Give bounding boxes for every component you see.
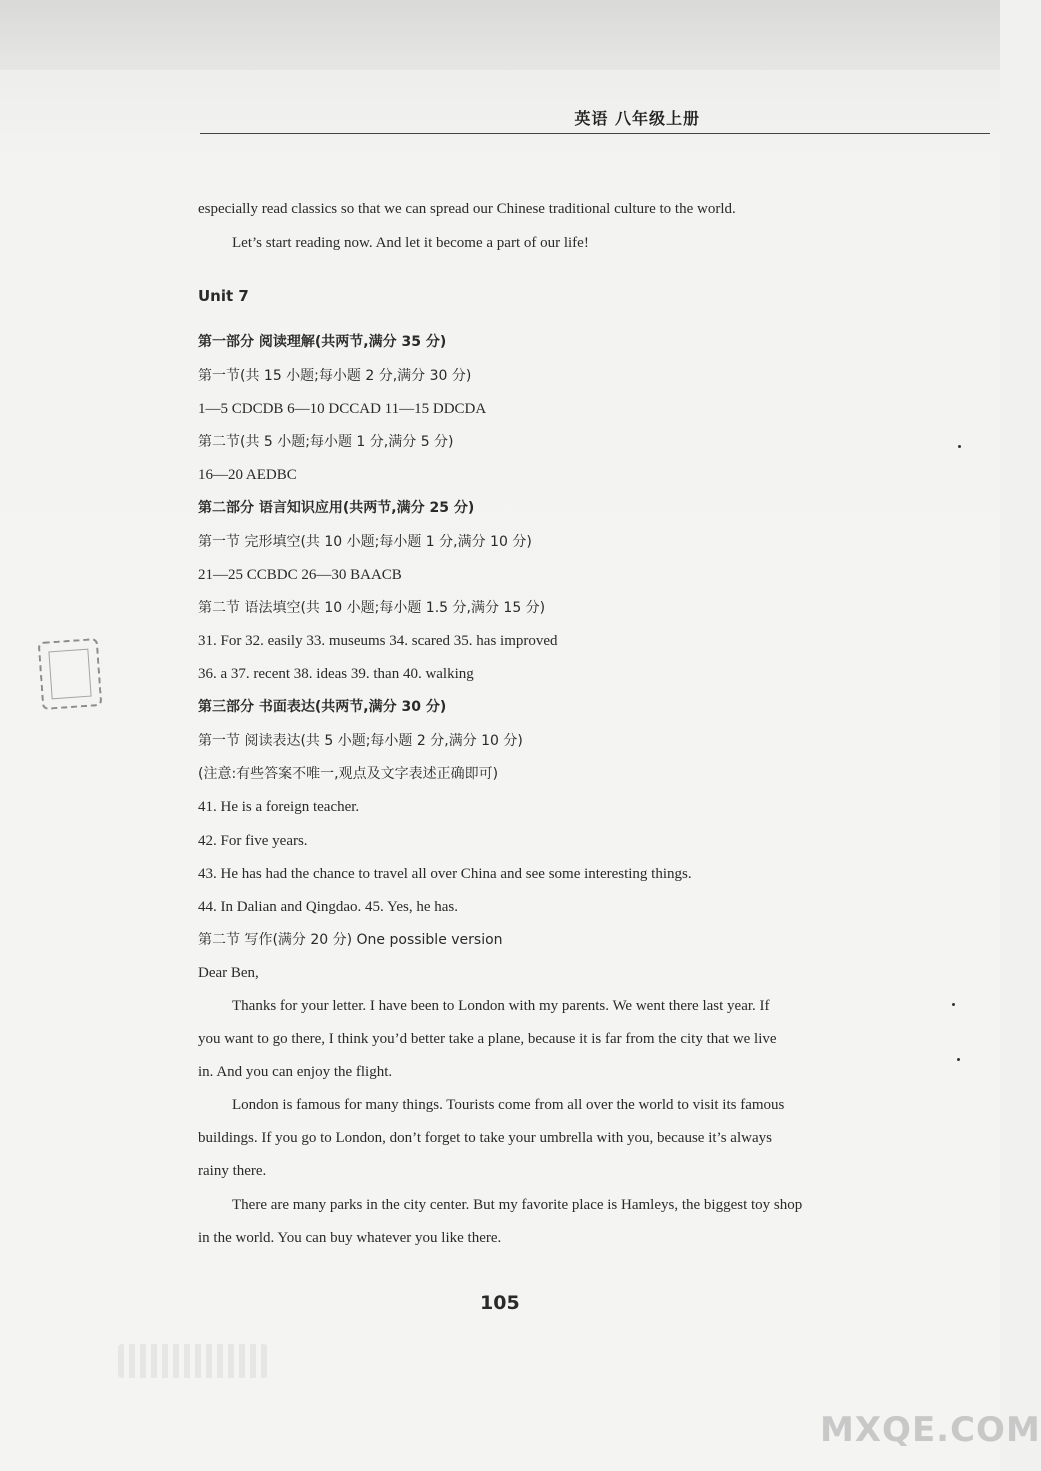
answer-line: 16—20 AEDBC [198, 467, 297, 483]
answer-line: 42. For five years. [198, 833, 308, 849]
letter-line: in the world. You can buy whatever you like there. [198, 1230, 502, 1246]
subsection-heading: 第一节 阅读表达(共 5 小题;每小题 2 分,满分 10 分) [198, 733, 523, 749]
scan-top-band [0, 0, 1000, 70]
answer-line: 36. a 37. recent 38. ideas 39. than 40. walking [198, 666, 474, 682]
letter-line: rainy there. [198, 1163, 267, 1179]
stamp-mark [38, 638, 103, 710]
speck [958, 445, 961, 448]
section-heading: 第三部分 书面表达(共两节,满分 30 分) [198, 699, 447, 715]
letter-line: London is famous for many things. Tourists come from all over the world to visit its famous [232, 1097, 785, 1113]
answer-line: 43. He has had the chance to travel all over China and see some interesting things. [198, 866, 692, 882]
section-heading: 第一部分 阅读理解(共两节,满分 35 分) [198, 334, 447, 350]
speck [952, 1003, 955, 1006]
subsection-heading: 第二节 语法填空(共 10 小题;每小题 1.5 分,满分 15 分) [198, 600, 546, 616]
letter-line: in. And you can enjoy the flight. [198, 1064, 393, 1080]
text-line: especially read classics so that we can spread our Chinese traditional culture to the world. [198, 201, 736, 217]
letter-line: Thanks for your letter. I have been to London with my parents. We went there last year. If [232, 998, 770, 1014]
watermark-smudge [118, 1008, 248, 1042]
note-line: (注意:有些答案不唯一,观点及文字表述正确即可) [198, 766, 499, 782]
page-number: 105 [480, 1292, 520, 1314]
header-rule [200, 133, 990, 134]
letter-line: There are many parks in the city center. But my favorite place is Hamleys, the biggest toy shop [232, 1197, 803, 1213]
section-heading: 第二部分 语言知识应用(共两节,满分 25 分) [198, 500, 475, 516]
unit-heading: Unit 7 [198, 287, 249, 305]
speck [957, 1058, 960, 1061]
letter-line: you want to go there, I think you’d better take a plane, because it is far from the city that we live [198, 1031, 777, 1047]
text-line: Let’s start reading now. And let it become a part of our life! [232, 235, 589, 251]
watermark-smudge [118, 1344, 268, 1378]
answer-line: 1—5 CDCDB 6—10 DCCAD 11—15 DDCDA [198, 401, 487, 417]
subsection-heading: 第一节(共 15 小题;每小题 2 分,满分 30 分) [198, 368, 472, 384]
subsection-heading: 第二节(共 5 小题;每小题 1 分,满分 5 分) [198, 434, 454, 450]
subsection-heading: 第一节 完形填空(共 10 小题;每小题 1 分,满分 10 分) [198, 534, 532, 550]
answer-line: 41. He is a foreign teacher. [198, 799, 360, 815]
answer-line: 31. For 32. easily 33. museums 34. scared 35. has improved [198, 633, 558, 649]
answer-line: 44. In Dalian and Qingdao. 45. Yes, he has. [198, 899, 458, 915]
answer-line: 21—25 CCBDC 26—30 BAACB [198, 567, 402, 583]
letter-line: buildings. If you go to London, don’t forget to take your umbrella with you, because it’s always [198, 1130, 772, 1146]
watermark-logo: MXQE.COM [820, 1410, 1041, 1450]
letter-greeting: Dear Ben, [198, 965, 259, 981]
subsection-heading: 第二节 写作(满分 20 分) One possible version [198, 932, 503, 948]
page-header-title: 英语 八年级上册 [574, 109, 700, 128]
